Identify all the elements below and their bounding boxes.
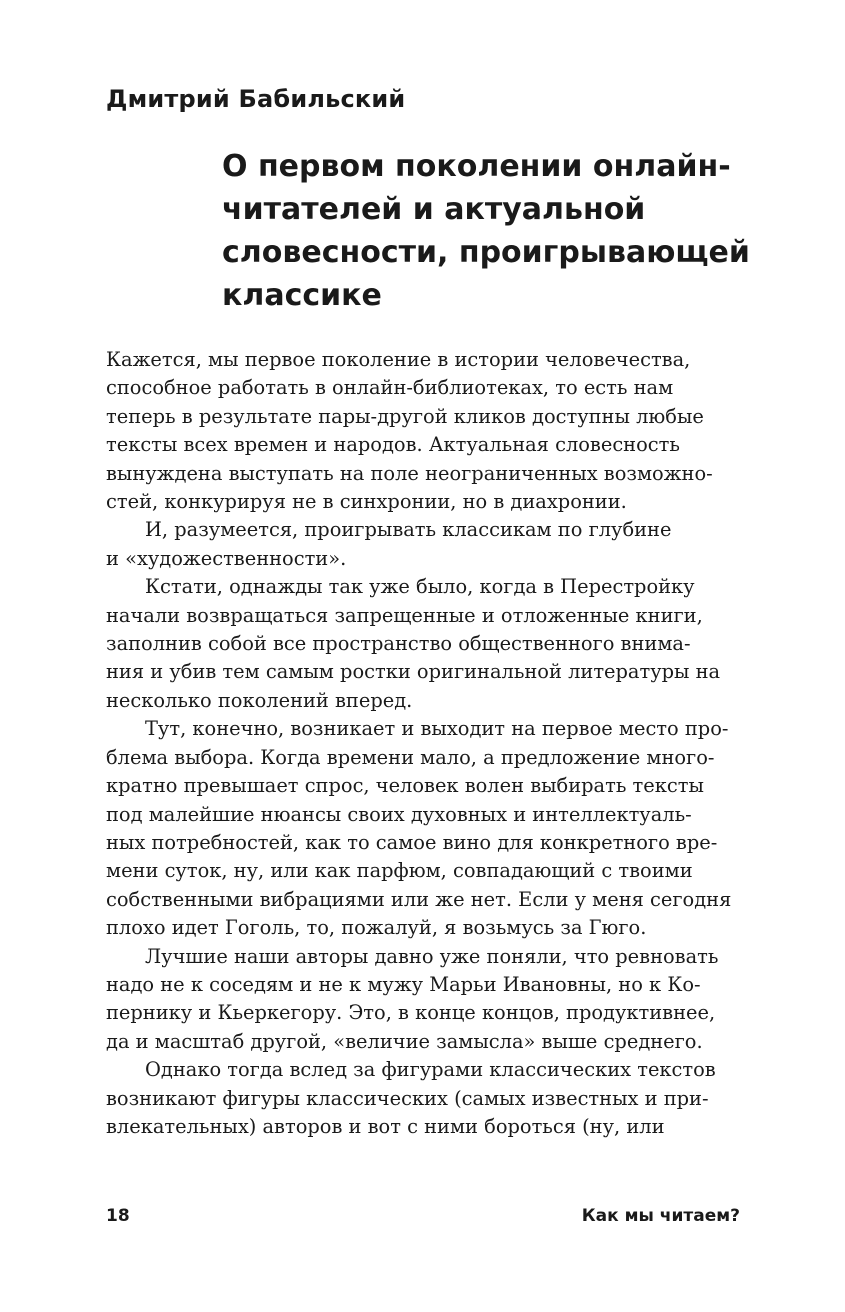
text-line: несколько поколений вперед. (106, 688, 413, 712)
chapter-title-line: словесности, проигрывающей (222, 235, 750, 270)
text-line: Кажется, мы первое поколение в истории человечества, (106, 348, 691, 371)
running-book-title: Как мы читаем? (581, 1206, 740, 1226)
text-line: блема выбора. Когда времени мало, а предложение много- (106, 745, 715, 769)
paragraph-start-line: Лучшие наши авторы давно уже поняли, что ревновать (145, 944, 719, 968)
text-line: пернику и Кьеркегору. Это, в конце концов, продуктивнее, (106, 1001, 716, 1025)
chapter-title-line: классике (222, 278, 382, 313)
text-line: ния и убив тем самым ростки оригинальной литературы на (106, 660, 721, 684)
paragraph-start-line: И, разумеется, проигрывать классикам по глубине (145, 518, 672, 542)
paragraph-start-line: Однако тогда вслед за фигурами классических текстов (145, 1058, 716, 1082)
text-line: да и масштаб другой, «величие замысла» выше среднего. (106, 1029, 703, 1053)
paragraph-start-line: Кстати, однажды так уже было, когда в Перестройку (145, 575, 695, 599)
text-line: теперь в результате пары-другой кликов доступны любые (106, 404, 704, 428)
text-line: вынуждена выступать на поле неограниченных возможно- (106, 461, 713, 485)
author-name: Дмитрий Бабильский (106, 85, 406, 113)
text-line: влекательных) авторов и вот с ними бороться (ну, или (106, 1114, 665, 1138)
text-line: стей, конкурируя не в синхронии, но в диахронии. (106, 490, 627, 514)
text-line: надо не к соседям и не к мужу Марьи Ивановны, но к Ко- (106, 972, 701, 996)
text-line: кратно превышает спрос, человек волен выбирать тексты (106, 774, 704, 798)
text-line: под малейшие нюансы своих духовных и интеллектуаль- (106, 802, 692, 826)
text-line: способное работать в онлайн-библиотеках, то есть нам (106, 376, 674, 400)
chapter-title-line: О первом поколении онлайн- (222, 149, 731, 184)
text-line: начали возвращаться запрещенные и отложенные книги, (106, 603, 703, 627)
text-line: ных потребностей, как то самое вино для конкретного вре- (106, 830, 718, 854)
text-line: собственными вибрациями или же нет. Если у меня сегодня (106, 887, 732, 911)
paragraph-start-line: Тут, конечно, возникает и выходит на первое место про- (145, 717, 729, 741)
text-line: плохо идет Гоголь, то, пожалуй, я возьмусь за Гюго. (106, 916, 647, 940)
chapter-title (222, 145, 750, 317)
text-line: и «художественности». (106, 546, 347, 570)
text-line: возникают фигуры классических (самых известных и при- (106, 1086, 709, 1110)
text-line: тексты всех времен и народов. Актуальная словесность (106, 433, 680, 457)
text-line: мени суток, ну, или как парфюм, совпадающий с твоими (106, 859, 693, 883)
page-number: 18 (106, 1206, 130, 1226)
body-text (106, 346, 746, 1141)
text-line: заполнив собой все пространство общественного внима- (106, 632, 691, 656)
chapter-title-line: читателей и актуальной (222, 192, 646, 227)
